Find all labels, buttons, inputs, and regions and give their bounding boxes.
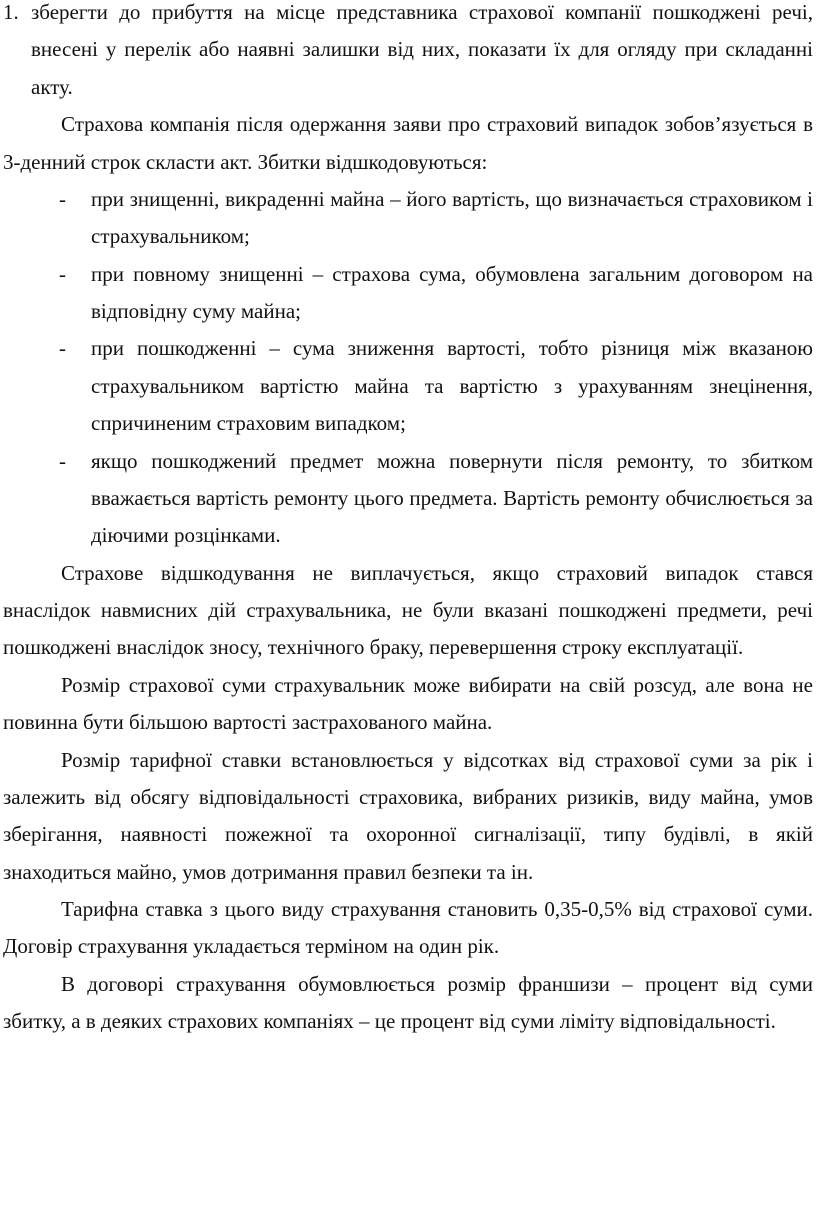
compensation-list bbox=[3, 181, 813, 555]
dash-marker: - bbox=[59, 186, 66, 211]
dash-marker: - bbox=[59, 336, 66, 361]
list-item bbox=[3, 330, 813, 442]
list-item bbox=[3, 181, 813, 256]
item-number: 1. bbox=[3, 0, 19, 24]
dash-marker: - bbox=[59, 448, 66, 473]
paragraph-franchise: В договорі страхування обумовлюється розмір франшизи – процент від суми збитку, а в деяких страхових компаніях – це процент від суми ліміту відповідальності. bbox=[3, 971, 813, 1034]
numbered-item bbox=[3, 0, 813, 106]
list-item-text: при повному знищенні – страхова сума, обумовлена загальним договором на відповідну суму майна; bbox=[91, 261, 813, 323]
paragraph-claim: Страхова компанія після одержання заяви про страховий випадок зобов’язується в 3-денний строк скласти акт. Збитки відшкодовуються: bbox=[3, 112, 813, 174]
list-item bbox=[3, 256, 813, 331]
list-item-text: якщо пошкоджений предмет можна повернути після ремонту, то збитком вважається вартість ремонту цього предмета. Вартість ремонту обчислюється за діючими розцінками. bbox=[91, 448, 813, 548]
paragraph-sum-size: Розмір страхової суми страхувальник може вибирати на свій розсуд, але вона не повинна бути більшою вартості застрахованого майна. bbox=[3, 672, 813, 735]
item-text: зберегти до прибуття на місце представника страхової компанії пошкоджені речі, внесені у перелік або наявні залишки від них, показати їх для огляду при складанні акту. bbox=[31, 0, 813, 99]
list-item bbox=[3, 443, 813, 555]
paragraph-tariff-size: Розмір тарифної ставки встановлюється у відсотках від страхової суми за рік і залежить від обсягу відповідальності страховика, вибраних ризиків, виду майна, умов зберігання, наявності пожежної та охоронної сигналізації, типу будівлі, в якій знаходиться майно, умов дотримання правил безпеки та ін. bbox=[3, 747, 813, 884]
list-item-text: при знищенні, викраденні майна – його вартість, що визначається страховиком і страхувальником; bbox=[91, 186, 813, 249]
paragraph-tariff-rate: Тарифна ставка з цього виду страхування становить 0,35-0,5% від страхової суми. Договір страхування укладається терміном на один рік. bbox=[3, 897, 813, 959]
list-item-text: при пошкодженні – сума зниження вартості, тобто різниця між вказаною страхувальником вартістю майна та вартістю з урахуванням знецінення, спричиненим страховим випадком; bbox=[91, 336, 813, 436]
paragraph-not-paid: Страхове відшкодування не виплачується, якщо страховий випадок стався внаслідок навмисних дій страхувальника, не були вказані пошкоджені предмети, речі пошкоджені внаслідок зносу, технічного браку, перевершення строку експлуатації. bbox=[3, 560, 813, 660]
dash-marker: - bbox=[59, 261, 66, 286]
